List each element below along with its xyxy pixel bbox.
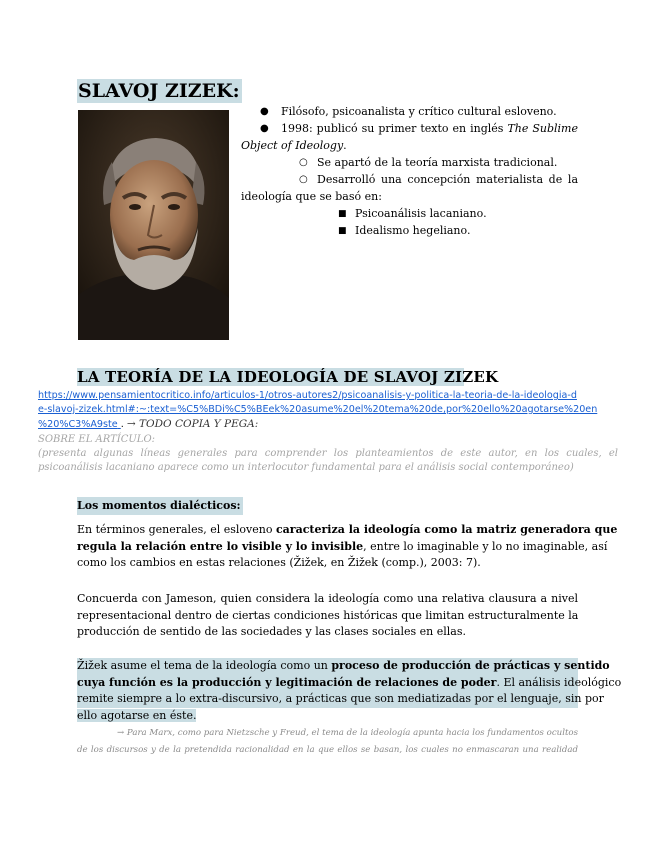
section-heading: LA TEORÍA DE LA IDEOLOGÍA DE SLAVOJ ZIZEK xyxy=(77,368,499,386)
square-bullet-icon: ■ xyxy=(338,226,347,236)
bio-subsubitem: Idealismo hegeliano. xyxy=(355,224,471,237)
source-link-block: https://www.pensamientocritico.info/articulos-1/otros-autores2/psicoanalisis-y-politica-la-teoria-de-la-ideologia-d e-slavoj-zizek.html#:~:text=%C5%BDi%C5%BEek%20asume%20el%20tema%20de,por%20ello%20agotarse%20en %20%C3%A9ste . → TODO COPIA Y PEGA: xyxy=(38,390,598,430)
circle-bullet-icon: ○ xyxy=(299,174,308,185)
book-title: Object of Ideology xyxy=(241,139,344,152)
page-title: SLAVOJ ZIZEK: xyxy=(77,79,242,103)
about-title: SOBRE EL ARTÍCULO: xyxy=(38,434,156,445)
bio-subitem: Se apartó de la teoría marxista tradicional. xyxy=(317,156,558,169)
square-bullet-icon: ■ xyxy=(338,209,347,219)
paragraph: Concuerda con Jameson, quien considera la ideología como una relativa clausura a nivel representacional dentro de ciertas condiciones históricas que limitan estructuralmente la producción de sentido de las sociedades y las clases sociales en ellas. xyxy=(77,592,579,638)
bullet-icon: ● xyxy=(260,123,269,134)
bullet-icon: ● xyxy=(260,106,269,117)
moments-heading: Los momentos dialécticos: xyxy=(77,497,243,515)
bio-subitem: Desarrolló una concepción materialista de la xyxy=(317,173,578,186)
highlighted-paragraph: Žižek asume el tema de la ideología como un proceso de producción de prácticas y sentido cuya función es la producción y legitimación de relaciones de poder. El análisis ideológico remite siempre a lo extra-discursivo, a prácticas que son mediatizadas por el lenguaje, sin por ello agotarse en éste. xyxy=(77,659,622,722)
about-article xyxy=(38,433,618,475)
source-link[interactable]: https://www.pensamientocritico.info/articulos-1/otros-autores2/psicoanalisis-y-politica-la-teoria-de-la-ideologia-d e-slavoj-zizek.html#:~:text=%C5%BDi%C5%BEek%20asume%20el%20tema%20de,por%20ello%20agotarse%20en %20%C3%A9ste xyxy=(38,390,598,430)
bio-subitem-cont: ideología que se basó en: xyxy=(241,190,382,203)
paragraph: En términos generales, el esloveno caracteriza la ideología como la matriz generadora que regula la relación entre lo visible y lo invisible, entre lo imaginable y lo no imaginable, así como los cambios en estas relaciones (Žižek, en Žižek (comp.), 2003: 7). xyxy=(77,523,618,569)
bio-item-1998: 1998: publicó su primer texto en inglés The Sublime xyxy=(281,122,578,135)
bio-item: Filósofo, psicoanalista y crítico cultural esloveno. xyxy=(281,105,557,118)
footnote: → Para Marx, como para Nietzsche y Freud, el tema de la ideología apunta hacia los fundamentos ocultos de los discursos y de la pretendida racionalidad en la que ellos se basan, los cuales no enmascaran una realidad xyxy=(77,728,578,755)
copy-note: → TODO COPIA Y PEGA: xyxy=(126,418,259,430)
circle-bullet-icon: ○ xyxy=(299,157,308,168)
bio-subsubitem: Psicoanálisis lacaniano. xyxy=(355,207,487,220)
portrait-image xyxy=(78,110,229,340)
about-text: psicoanálisis lacaniano aparece como un interlocutor fundamental para el análisis social contemporáneo) xyxy=(38,462,574,473)
about-text: (presenta algunas líneas generales para comprender los planteamientos de este autor, en los cuales, el xyxy=(38,448,618,459)
